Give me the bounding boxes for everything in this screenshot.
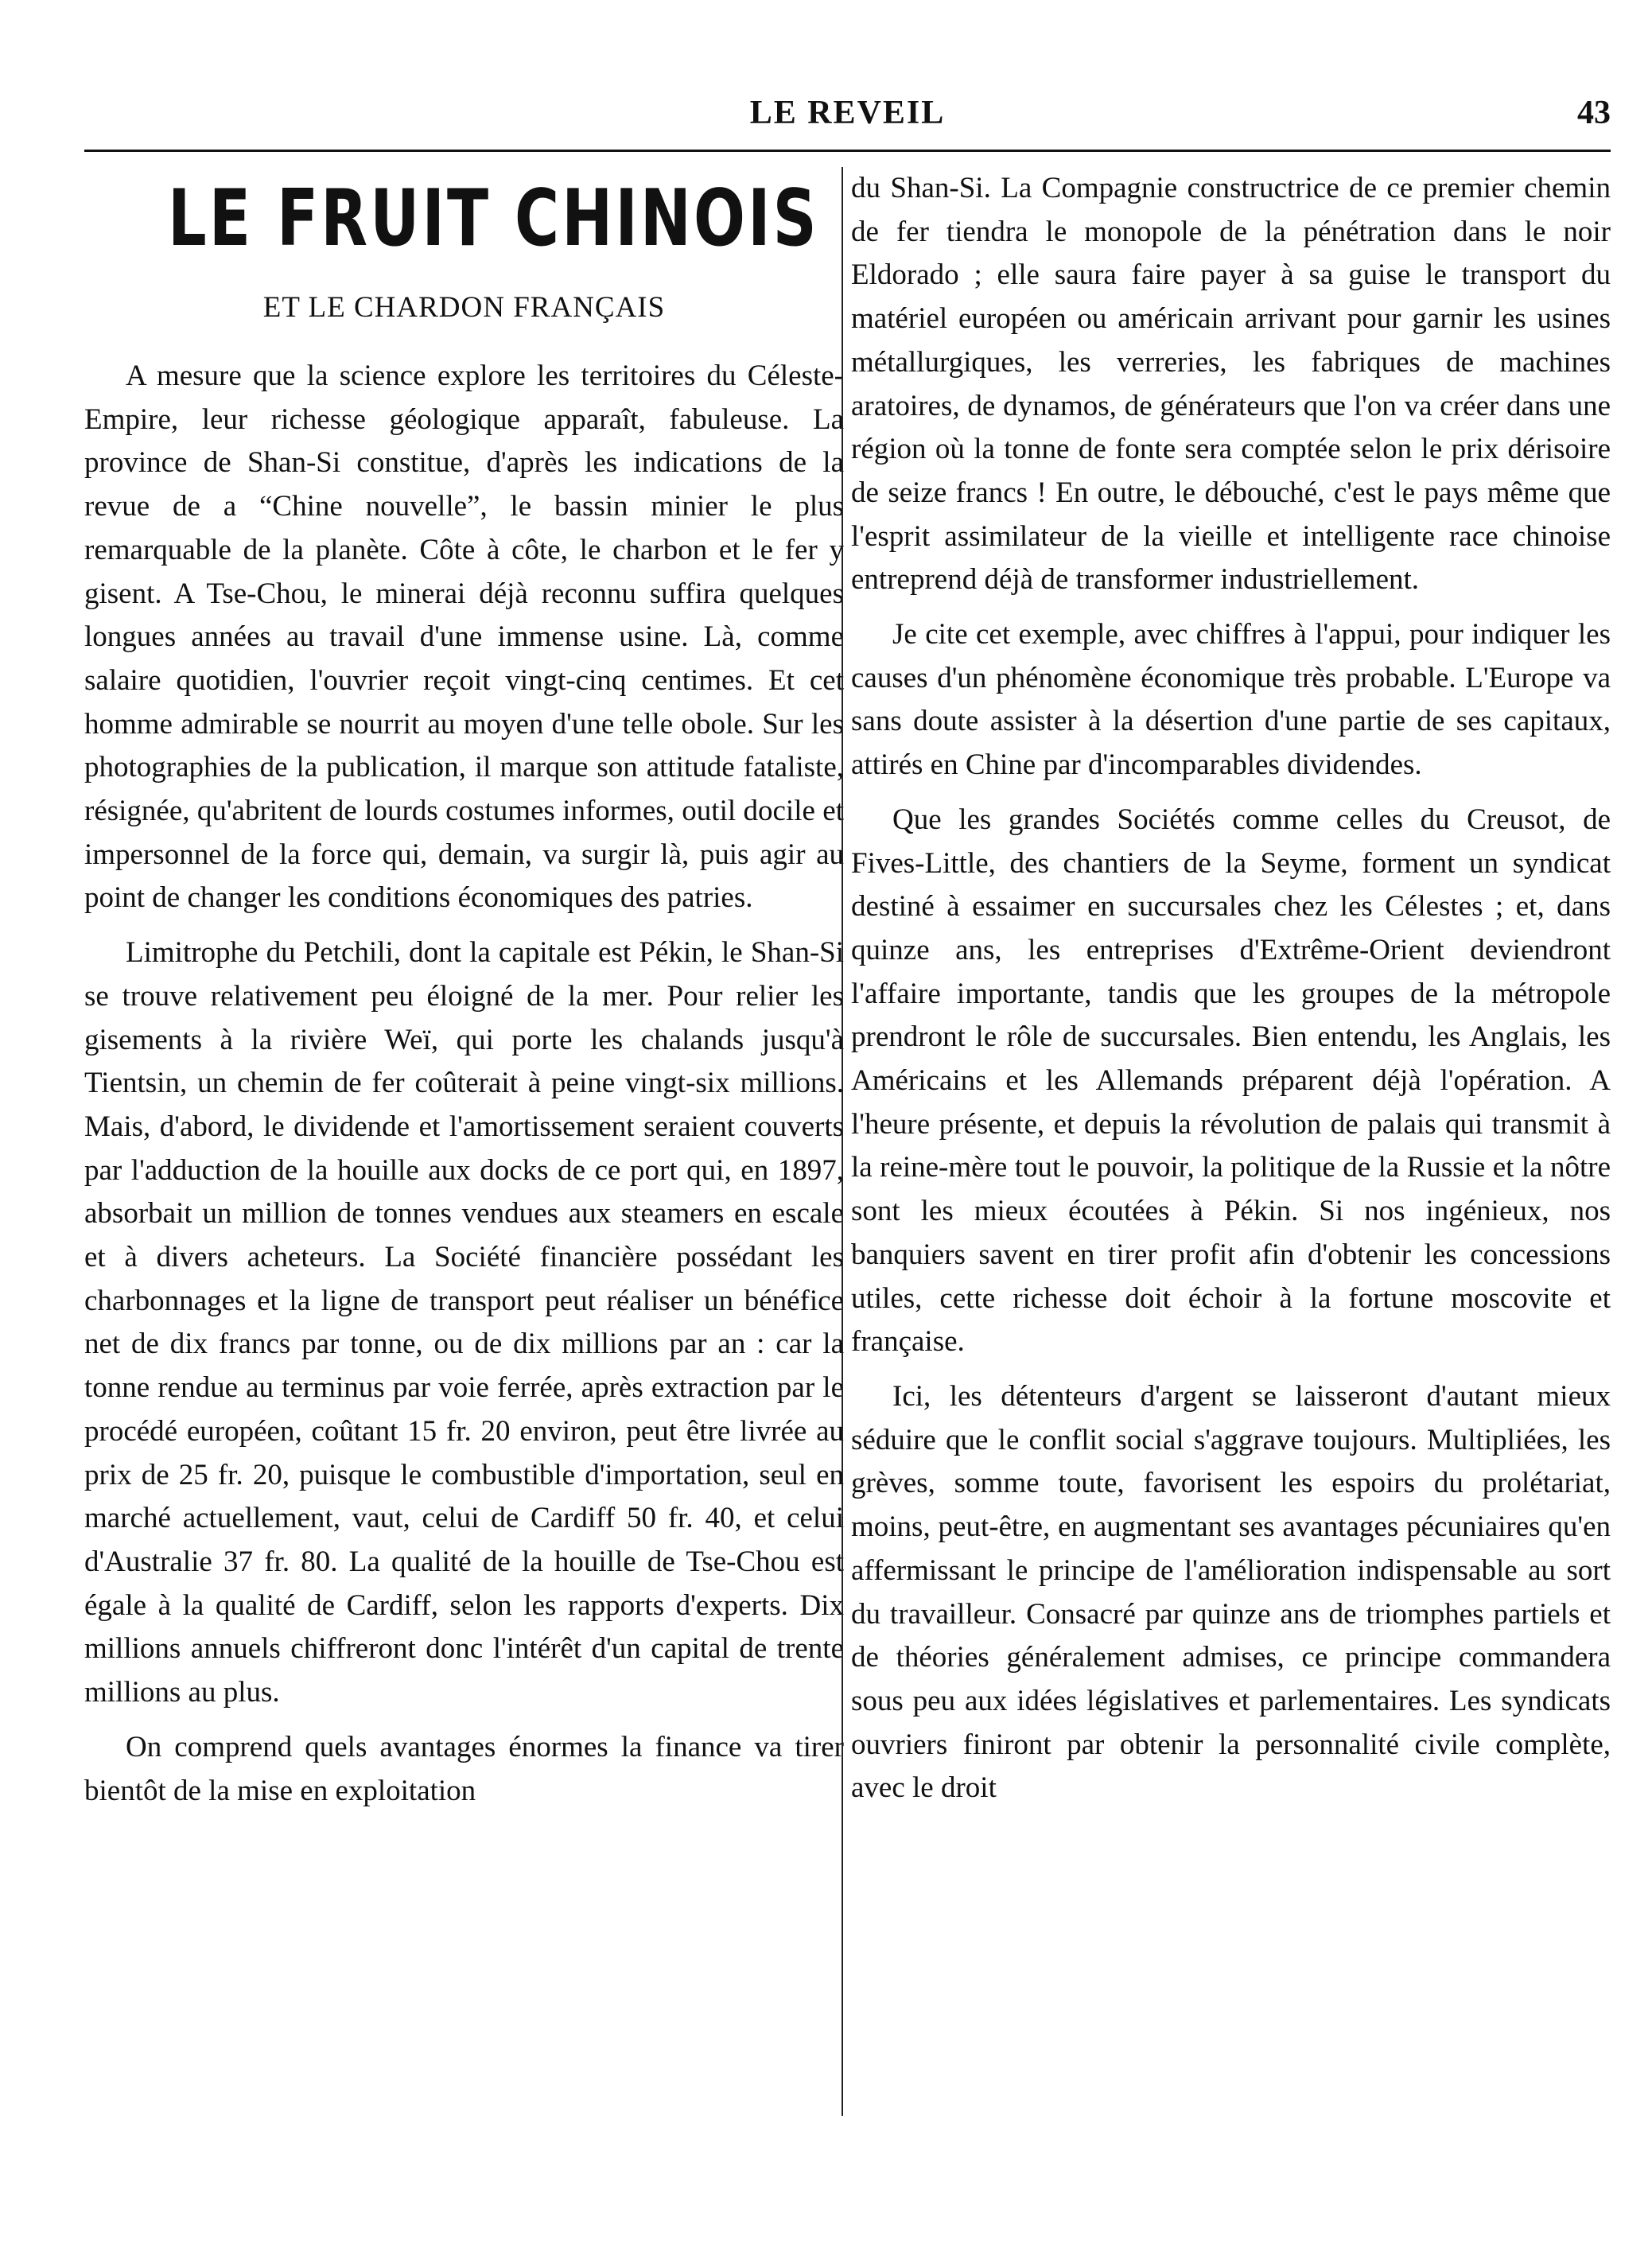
- paragraph: Que les grandes Sociétés comme celles du Creusot, de Fives-Little, des chantiers de la Seyme, forment un syndicat destiné à essaimer en succursales chez les Célestes ; et, dans quinze ans, les entreprises d'Extrême-Orient deviendront l'affaire importante, tandis que les groupes de la métropole prendront le rôle de succursales. Bien entendu, les Anglais, les Américains et les Allemands préparent déjà l'opération. A l'heure présente, et depuis la révolution de palais qui transmit à la reine-mère tout le pouvoir, la politique de la Russie et la nôtre sont les mieux écoutées à Pékin. Si nos ingénieux, nos banquiers savent en tirer profit afin d'obtenir les concessions utiles, cette richesse doit échoir à la fortune moscovite et française.: [851, 803, 1611, 1359]
- page-number: 43: [1577, 95, 1611, 131]
- paragraph: On comprend quels avantages énormes la finance va tirer bientôt de la mise en exploitation: [84, 1730, 844, 1807]
- right-column: [851, 167, 1611, 1822]
- paragraph: Je cite cet exemple, avec chiffres à l'appui, pour indiquer les causes d'un phénomène économique très probable. L'Europe va sans doute assister à la désertion d'une partie de ses capitaux, attirés en Chine par d'incomparables dividendes.: [851, 618, 1611, 782]
- article-title: LE FRUIT CHINOIS: [168, 173, 819, 264]
- left-column: [84, 167, 844, 1824]
- paragraph: Limitrophe du Petchili, dont la capitale est Pékin, le Shan-Si se trouve relativement peu éloigné de la mer. Pour relier les gisements à la rivière Weï, qui porte les chalands jusqu'à Tientsin, un chemin de fer coûterait à peine vingt-six millions. Mais, d'abord, le dividende et l'amortissement seraient couverts par l'adduction de la houille aux docks de ce port qui, en 1897, absorbait un million de tonnes vendues aux steamers en escale et à divers acheteurs. La Société financière possédant les charbonnages et la ligne de transport peut réaliser un bénéfice net de dix francs par tonne, ou de dix millions par an : car la tonne rendue au terminus par voie ferrée, après extraction par le procédé européen, coûtant 15 fr. 20 environ, peut être livrée au prix de 25 fr. 20, puisque le combustible d'importation, seul en marché actuellement, vaut, celui de Cardiff 50 fr. 40, et celui d'Australie 37 fr. 80. La qualité de la houille de Tse-Chou est égale à la qualité de Cardiff, selon les rapports d'experts. Dix millions annuels chiffreront donc l'intérêt d'un capital de trente millions au plus.: [84, 936, 844, 1709]
- running-header: [84, 89, 1611, 137]
- paragraph: A mesure que la science explore les territoires du Céleste-Empire, leur richesse géologique apparaît, fabuleuse. La province de Shan-Si constitue, d'après les indications de la revue de a “Chine nouvelle”, le bassin minier le plus remarquable de la planète. Côte à côte, le charbon et le fer y gisent. A Tse-Chou, le minerai déjà reconnu suffira quelques longues années au travail d'une immense usine. Là, comme salaire quotidien, l'ouvrier reçoit vingt-cinq centimes. Et cet homme admirable se nourrit au moyen d'une telle obole. Sur les photographies de la publication, il marque son attitude fataliste, résignée, qu'abritent de lourds costumes informes, outil docile et impersonnel de la force qui, demain, va surgir là, puis agir au point de changer les conditions économiques des patries.: [84, 360, 844, 915]
- journal-title: LE REVEIL: [749, 95, 946, 131]
- column-divider: [842, 167, 843, 2116]
- article-subtitle: ET LE CHARDON FRANÇAIS: [262, 291, 666, 324]
- paragraph: Ici, les détenteurs d'argent se laisseront d'autant mieux séduire que le conflit social s'aggrave toujours. Multipliées, les grèves, somme toute, favorisent les espoirs du prolétariat, moins, peut-être, en augmentant ses avantages pécuniaires qu'en affermissant le principe de l'amélioration indispensable au sort du travailleur. Consacré par quinze ans de triomphes partiels et de théories généralement admises, ce principe commandera sous peu aux idées législatives et parlementaires. Les syndicats ouvriers finiront par obtenir la personnalité civile complète, avec le droit: [851, 1379, 1611, 1805]
- header-rule: [84, 150, 1611, 152]
- paragraph-continuation: du Shan-Si. La Compagnie constructrice de ce premier chemin de fer tiendra le monopole de la pénétration dans le noir Eldorado ; elle saura faire payer à sa guise le transport du matériel européen ou américain arrivant pour garnir les usines métallurgiques, les verreries, les fabriques de machines aratoires, de dynamos, de générateurs que l'on va créer dans une région où la tonne de fonte sera comptée selon le prix dérisoire de seize francs ! En outre, le débouché, c'est le pays même que l'esprit assimilateur de la vieille et intelligente race chinoise entreprend déjà de transformer industriellement.: [851, 172, 1611, 597]
